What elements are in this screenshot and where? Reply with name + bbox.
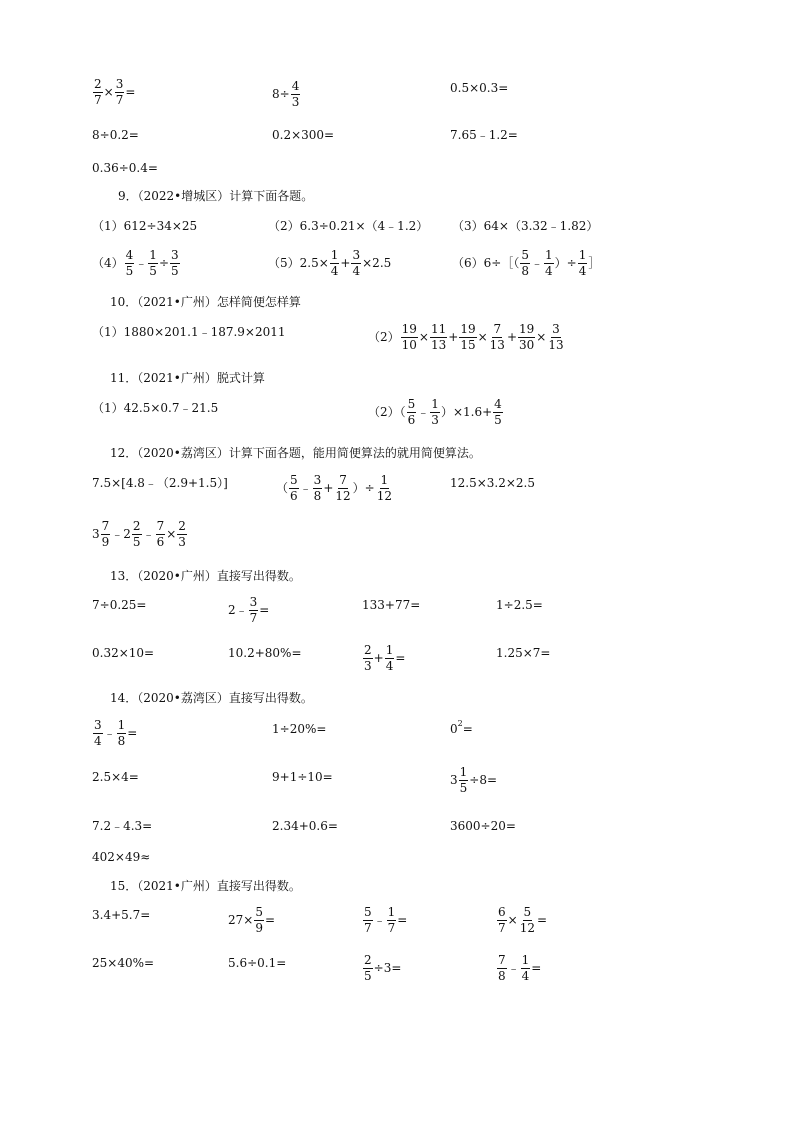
- fraction: $\frac{6}{7}$: [498, 905, 506, 935]
- question-14-heading: 14．（2020•荔湾区）直接写出得数。: [110, 691, 313, 705]
- q9-part-6: （6）6÷［（ 5 8 ﹣ 1 4 ）÷ $\frac{1}{4}$ ］: [452, 248, 601, 278]
- q15-b: 27× $\frac{5}{9}$ =: [228, 905, 276, 935]
- q12-part-2: （ 5 6 ﹣ 3 8 + $\frac{7}{12}$ ）÷ $\frac{1}{12}$: [276, 473, 392, 503]
- q13-h: 1.25×7=: [496, 646, 551, 660]
- q10-part-1: （1）1880×201.1﹣187.9×2011: [92, 325, 286, 339]
- fraction: $\frac{2}{3}$: [178, 519, 186, 549]
- q15-g: $\frac{2}{5}$ ÷3=: [364, 953, 402, 983]
- expr-0.5-times-0.3: 0.5×0.3=: [450, 81, 509, 95]
- expr-8-div-0.2: 8÷0.2=: [92, 128, 139, 142]
- q9-part-4: （4） 4 5 ﹣ $\frac{1}{5}$ ÷ $\frac{3}{5}$: [92, 248, 179, 278]
- question-10-heading: 10．（2021•广州）怎样简便怎样算: [110, 295, 301, 309]
- q12-part-1: 7.5×[4.8﹣（2.9+1.5）]: [92, 476, 228, 490]
- q13-d: 1÷2.5=: [496, 598, 543, 612]
- question-12-heading: 12．（2020•荔湾区）计算下面各题，能用简便算法的就用简便算法。: [110, 446, 481, 460]
- expr-7.65-minus-1.2: 7.65﹣1.2=: [450, 128, 518, 142]
- question-13-heading: 13．（2020•广州）直接写出得数。: [110, 569, 301, 583]
- q14-b: 1÷20%=: [272, 722, 327, 736]
- q15-d: $\frac{6}{7}$ × $\frac{5}{12}$ =: [498, 905, 548, 935]
- question-9-heading: 9．（2022•增城区）计算下面各题。: [118, 189, 314, 203]
- fraction: 7 9: [101, 519, 110, 549]
- q10-part-2: （2） $\frac{19}{10}$ × $\frac{11}{13}$ + $\frac{19}{15}$ × $\frac{7}{13}$ + $\frac{19}{30}$ × $\frac{3}{13}$: [368, 322, 564, 352]
- fraction: $\frac{1}{8}$: [117, 718, 126, 748]
- q9-part-3: （3）64×（3.32﹣1.82）: [452, 219, 599, 233]
- expr-8-div-4-3: 8÷ $\frac{4}{3}$: [272, 79, 300, 109]
- expr-0.2-times-300: 0.2×300=: [272, 128, 335, 142]
- question-11-heading: 11．（2021•广州）脱式计算: [110, 371, 265, 385]
- q15-e: 25×40%=: [92, 956, 155, 970]
- q9-part-5: （5）2.5× $\frac{1}{4}$ + $\frac{3}{4}$ ×2.5: [268, 248, 392, 278]
- fraction: $\frac{1}{4}$: [330, 248, 339, 278]
- q13-f: 10.2+80%=: [228, 646, 302, 660]
- fraction: $\frac{1}{5}$: [149, 248, 157, 278]
- fraction: $\frac{2}{7}$: [94, 77, 102, 107]
- fraction: 2 5: [132, 519, 141, 549]
- fraction: $\frac{11}{13}$: [430, 322, 447, 352]
- fraction: $\frac{4}{5}$: [494, 397, 502, 427]
- q9-part-1: （1）612÷34×25: [92, 219, 198, 233]
- fraction: 1 3: [431, 397, 439, 427]
- expr-0.36-div-0.4: 0.36÷0.4=: [92, 161, 158, 175]
- fraction: 5 7: [364, 905, 372, 935]
- fraction: $\frac{3}{7}$: [249, 595, 258, 625]
- fraction: $\frac{4}{3}$: [291, 79, 300, 109]
- q14-h: 2.34+0.6=: [272, 819, 338, 833]
- fraction: $\frac{1}{5}$: [459, 765, 468, 795]
- expr-2-7-times-3-7: $\frac{2}{7}$ × $\frac{3}{7}$ =: [94, 77, 136, 107]
- q14-i: 3600÷20=: [450, 819, 516, 833]
- fraction: 3 8: [313, 473, 322, 503]
- fraction: 5 6: [290, 473, 298, 503]
- q14-e: 9+1÷10=: [272, 770, 333, 784]
- question-15-heading: 15．（2021•广州）直接写出得数。: [110, 879, 301, 893]
- q13-c: 133+77=: [362, 598, 421, 612]
- fraction: $\frac{3}{7}$: [115, 77, 124, 107]
- q13-b: 2﹣ $\frac{3}{7}$ =: [228, 595, 270, 625]
- q14-f: 3 $\frac{1}{5}$ ÷8=: [450, 765, 498, 795]
- fraction: $\frac{1}{4}$: [521, 953, 530, 983]
- fraction: 7 8: [498, 953, 506, 983]
- q13-e: 0.32×10=: [92, 646, 155, 660]
- q14-j: 402×49≈: [92, 850, 151, 864]
- q13-g: 2 3 + $\frac{1}{4}$ =: [364, 643, 406, 673]
- fraction: $\frac{1}{4}$: [385, 643, 394, 673]
- q14-c: 0 2 =: [450, 719, 473, 736]
- q12-part-3: 12.5×3.2×2.5: [450, 476, 535, 490]
- q15-h: 7 8 ﹣ $\frac{1}{4}$ =: [498, 953, 542, 983]
- q14-d: 2.5×4=: [92, 770, 139, 784]
- fraction: 4 5: [125, 248, 134, 278]
- fraction: 2 3: [364, 643, 372, 673]
- fraction: 5 8: [521, 248, 529, 278]
- fraction: $\frac{19}{30}$: [519, 322, 535, 352]
- fraction: $\frac{19}{10}$: [401, 322, 417, 352]
- fraction: $\frac{1}{7}$: [387, 905, 396, 935]
- fraction: $\frac{5}{12}$: [519, 905, 535, 935]
- fraction: $\frac{7}{12}$: [335, 473, 351, 503]
- fraction: $\frac{19}{15}$: [460, 322, 476, 352]
- fraction: $\frac{5}{9}$: [255, 905, 263, 935]
- q11-part-1: （1）42.5×0.7﹣21.5: [92, 401, 219, 415]
- fraction: $\frac{3}{5}$: [171, 248, 179, 278]
- fraction: $\frac{1}{12}$: [376, 473, 392, 503]
- fraction: $\frac{3}{13}$: [548, 322, 564, 352]
- fraction: 5 6: [407, 397, 416, 427]
- q14-g: 7.2﹣4.3=: [92, 819, 153, 833]
- q15-a: 3.4+5.7=: [92, 908, 151, 922]
- q11-part-2: （2）（ 5 6 ﹣ 1 3 ）×1.6+ $\frac{4}{5}$: [368, 397, 502, 427]
- fraction: $\frac{3}{4}$: [352, 248, 361, 278]
- fraction: 3 4: [94, 718, 102, 748]
- fraction: 1 4: [544, 248, 553, 278]
- q14-a: 3 4 ﹣ $\frac{1}{8}$ =: [94, 718, 138, 748]
- q13-a: 7÷0.25=: [92, 598, 147, 612]
- fraction: $\frac{7}{6}$: [156, 519, 165, 549]
- q15-f: 5.6÷0.1=: [228, 956, 287, 970]
- fraction: $\frac{2}{5}$: [364, 953, 372, 983]
- q12-part-4: 3 7 9 ﹣2 2 5 ﹣ $\frac{7}{6}$ × $\frac{2}{3}$: [92, 519, 186, 549]
- fraction: $\frac{7}{13}$: [489, 322, 505, 352]
- q9-part-2: （2）6.3÷0.21×（4﹣1.2）: [268, 219, 429, 233]
- fraction: $\frac{1}{4}$: [578, 248, 587, 278]
- q15-c: 5 7 ﹣ $\frac{1}{7}$ =: [364, 905, 408, 935]
